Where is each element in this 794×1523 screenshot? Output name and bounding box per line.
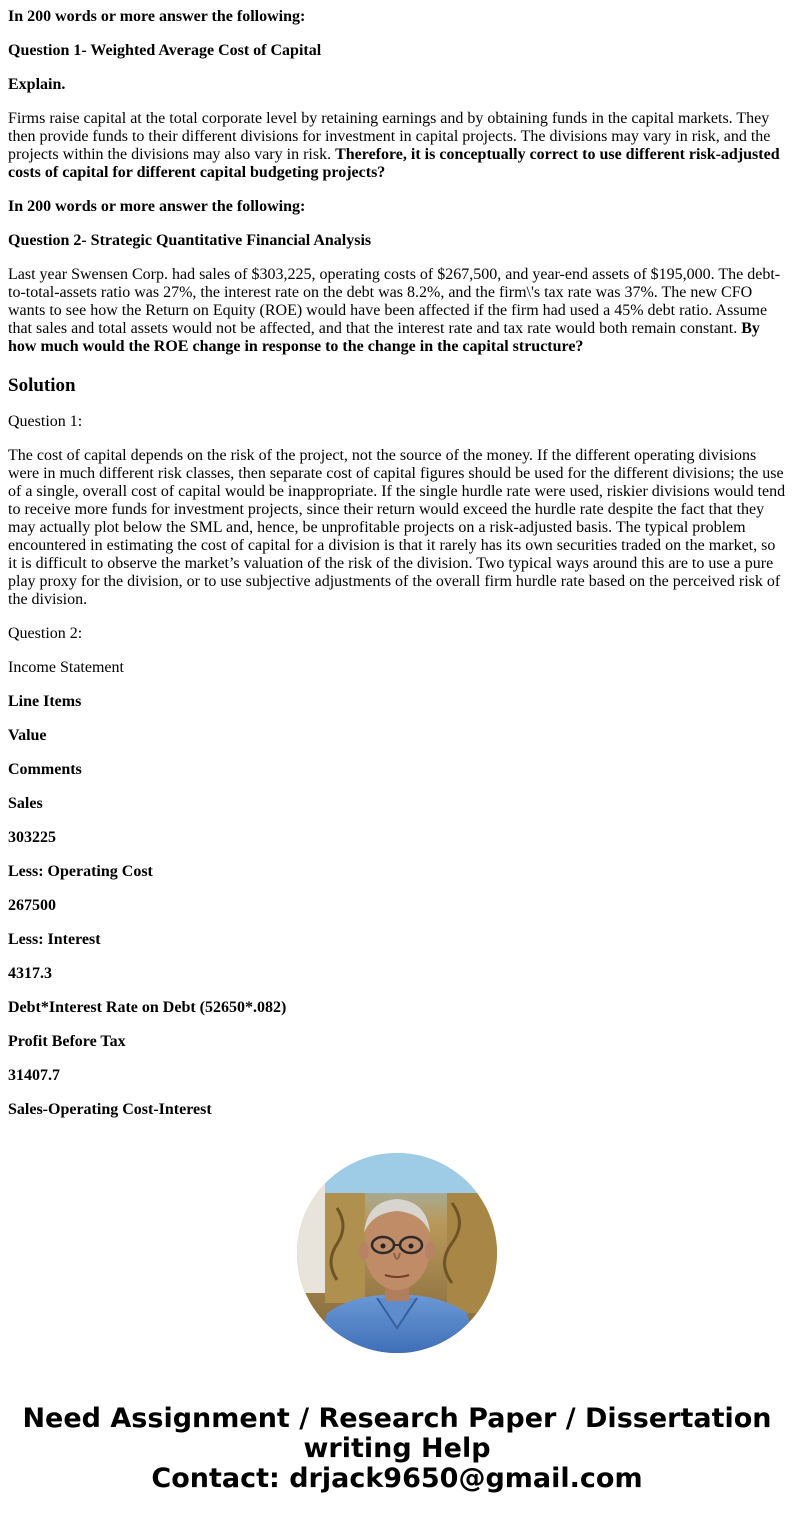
banner-line-1: Need Assignment / Research Paper / Dissertation — [22, 1403, 772, 1434]
q1-question: Therefore, it is conceptually correct to use different risk-adjusted costs of capital for different capital budgeting projects? — [8, 146, 780, 181]
banner-line-2: writing Help — [303, 1433, 491, 1464]
contact-banner — [0, 1404, 794, 1494]
income-statement-title: Income Statement — [8, 659, 124, 676]
table-cell: 4317.3 — [8, 965, 52, 982]
table-cell: Debt*Interest Rate on Debt (52650*.082) — [8, 999, 287, 1016]
q2-intro: In 200 words or more answer the following: — [8, 198, 306, 215]
table-cell: Sales — [8, 795, 43, 812]
q1-title: Question 1- Weighted Average Cost of Capital — [8, 42, 322, 59]
table-cell: Comments — [8, 761, 82, 778]
q2-body: Last year Swensen Corp. had sales of $303,225, operating costs of $267,500, and year-end assets of $195,000. The debt-to-total-assets ratio was 27%, the interest rate on the debt was 8.2%, and the firm\'s tax rate was 37%. The new CFO wants to see how the Return on Equity (ROE) would have been affected if the firm had used a 45% debt ratio. Assume that sales and total assets would not be affected, and that the interest rate and tax rate would both remain constant. — [8, 266, 781, 337]
solution-heading: Solution — [8, 375, 76, 396]
table-cell: Sales-Operating Cost-Interest — [8, 1101, 212, 1118]
table-cell: 267500 — [8, 897, 56, 914]
solution-q1-answer: The cost of capital depends on the risk of the project, not the source of the money. If the different operating divisions were in much different risk classes, then separate cost of capital figures should be used for the different divisions; the use of a single, overall cost of capital would be inappropriate. If the single hurdle rate were used, riskier divisions would tend to receive more funds for investment projects, since their return would exceed the hurdle rate despite the fact that they may actually plot below the SML and, hence, be unprofitable projects on a risk-adjusted basis. The typical problem encountered in estimating the cost of capital for a division is that it rarely has its own securities traded on the market, so it is difficult to observe the market’s valuation of the risk of the division. Two typical ways around this are to use a pure play proxy for the division, or to use subjective adjustments of the overall firm hurdle rate based on the perceived risk of the division. — [8, 447, 786, 608]
table-cell: 31407.7 — [8, 1067, 60, 1084]
table-cell: Profit Before Tax — [8, 1033, 126, 1050]
q2-question: By how much would the ROE change in response to the change in the capital structure? — [8, 320, 760, 355]
q1-instruction: Explain. — [8, 76, 66, 93]
q2-title: Question 2- Strategic Quantitative Financial Analysis — [8, 232, 372, 249]
table-cell: Less: Operating Cost — [8, 863, 153, 880]
table-cell: Line Items — [8, 693, 82, 710]
solution-q2-label: Question 2: — [8, 625, 83, 642]
author-portrait-image — [297, 1153, 497, 1353]
q1-body: Firms raise capital at the total corporate level by retaining earnings and by obtaining funds in the capital markets. They then provide funds to their different divisions for investment in capital projects. The divisions may vary in risk, and the projects within the divisions may also vary in risk. — [8, 110, 771, 163]
q1-intro: In 200 words or more answer the following: — [8, 8, 306, 25]
author-photo — [297, 1153, 497, 1353]
solution-q1-label: Question 1: — [8, 413, 83, 430]
q2-paragraph — [8, 266, 786, 356]
banner-contact-email: Contact: drjack9650@gmail.com — [151, 1463, 643, 1494]
table-cell: 303225 — [8, 829, 56, 846]
table-cell: Value — [8, 727, 47, 744]
table-cell: Less: Interest — [8, 931, 101, 948]
q1-paragraph — [8, 110, 786, 182]
